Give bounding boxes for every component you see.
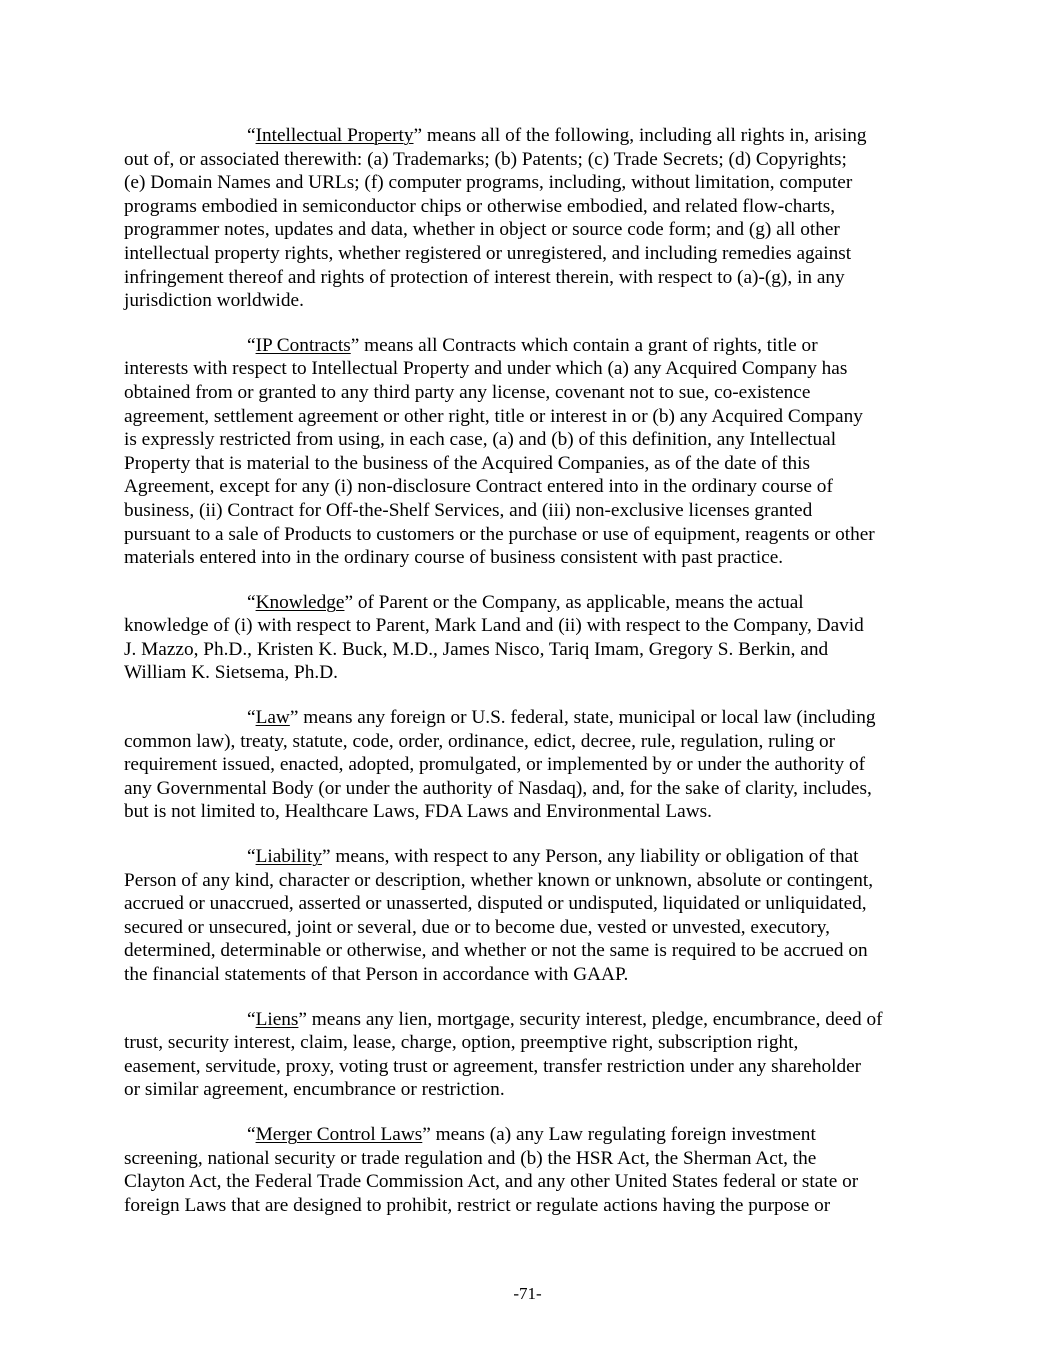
definition-liability <box>124 845 934 987</box>
definition-law <box>124 706 934 824</box>
definition-text: ” means, with respect to any Person, any liability or obligation of that Person of any kind, character or description, whether known or unknown, absolute or contingent, accrued or unaccrued, asserted or unasserted, disputed or undisputed, liquidated or unliquidated, secured or unsecured, joint or several, due or to become due, vested or unvested, executory, determined, determinable or otherwise, and whether or not the same is required to be accrued on the financial statements of that Person in accordance with GAAP. <box>124 846 874 985</box>
definition-text: ” of Parent or the Company, as applicable, means the actual knowledge of (i) with respect to Parent, Mark Land and (ii) with respect to the Company, David J. Mazzo, Ph.D., Kristen K. Buck, M.D., James Nisco, Tariq Imam, Gregory S. Berkin, and William K. Sietsema, Ph.D. <box>124 591 864 684</box>
open-quote: “ <box>247 334 256 356</box>
defined-term: Law <box>255 707 290 729</box>
open-quote: “ <box>247 846 256 868</box>
defined-term: Liens <box>255 1008 299 1030</box>
definition-intellectual-property <box>124 124 934 313</box>
open-quote: “ <box>247 125 256 146</box>
document-page <box>124 124 934 1238</box>
definition-text: ” means all Contracts which contain a grant of rights, title or interests with respect to Intellectual Property and under which (a) any Acquired Company has obtained from or granted to any third party any license, covenant not to sue, co-existence agreement, settlement agreement or other right, title or interest in or (b) any Acquired Company is expressly restricted from using, in each case, (a) and (b) of this definition, any Intellectual Property that is material to the business of the Acquired Companies, as of the date of this Agreement, except for any (i) non-disclosure Contract entered into in the ordinary course of business, (ii) Contract for Off-the-Shelf Services, and (iii) non-exclusive licenses granted pursuant to a sale of Products to customers or the purchase or use of equipment, reagents or other materials entered into in the ordinary course of business consistent with past practice. <box>124 334 875 569</box>
definition-text: ” means any foreign or U.S. federal, state, municipal or local law (including common law), treaty, statute, code, order, ordinance, edict, decree, rule, regulation, ruling or requirement issued, enacted, adopted, promulgated, or implemented by or under the authority of any Governmental Body (or under the authority of Nasdaq), and, for the sake of clarity, includes, but is not limited to, Healthcare Laws, FDA Laws and Environmental Laws. <box>124 707 876 823</box>
definition-ip-contracts <box>124 334 934 570</box>
definition-liens <box>124 1008 934 1102</box>
definition-text: ” means any lien, mortgage, security interest, pledge, encumbrance, deed of trust, security interest, claim, lease, charge, option, preemptive right, subscription right, easement, servitude, proxy, voting trust or agreement, transfer restriction under any shareholder or similar agreement, encumbrance or restriction. <box>124 1008 883 1101</box>
definition-merger-control-laws <box>124 1123 934 1217</box>
definition-knowledge <box>124 591 934 685</box>
definition-text: ” means (a) any Law regulating foreign investment screening, national security or trade regulation and (b) the HSR Act, the Sherman Act, the Clayton Act, the Federal Trade Commission Act, and any other United States federal or state or foreign Laws that are designed to prohibit, restrict or regulate actions having the purpose or <box>124 1123 859 1216</box>
definition-text: ” means all of the following, including all rights in, arising out of, or associated therewith: (a) Trademarks; (b) Patents; (c) Trade Secrets; (d) Copyrights; (e) Domain Names and URLs; (f) computer programs, including, without limitation, computer programs embodied in semiconductor chips or otherwise embodied, and related flow-charts, programmer notes, updates and data, whether in object or source code form; and (g) all other intellectual property rights, whether registered or unregistered, and including remedies against infringement thereof and rights of protection of interest therein, with respect to (a)-(g), in any jurisdiction worldwide. <box>124 125 867 312</box>
page-number: -71- <box>513 1284 542 1303</box>
open-quote: “ <box>247 1123 256 1145</box>
open-quote: “ <box>247 591 256 613</box>
open-quote: “ <box>247 707 256 729</box>
defined-term: Knowledge <box>255 591 345 613</box>
defined-term: IP Contracts <box>255 334 351 356</box>
defined-term: Merger Control Laws <box>255 1123 423 1145</box>
defined-term: Liability <box>255 846 322 868</box>
open-quote: “ <box>247 1008 256 1030</box>
defined-term: Intellectual Property <box>255 125 414 146</box>
